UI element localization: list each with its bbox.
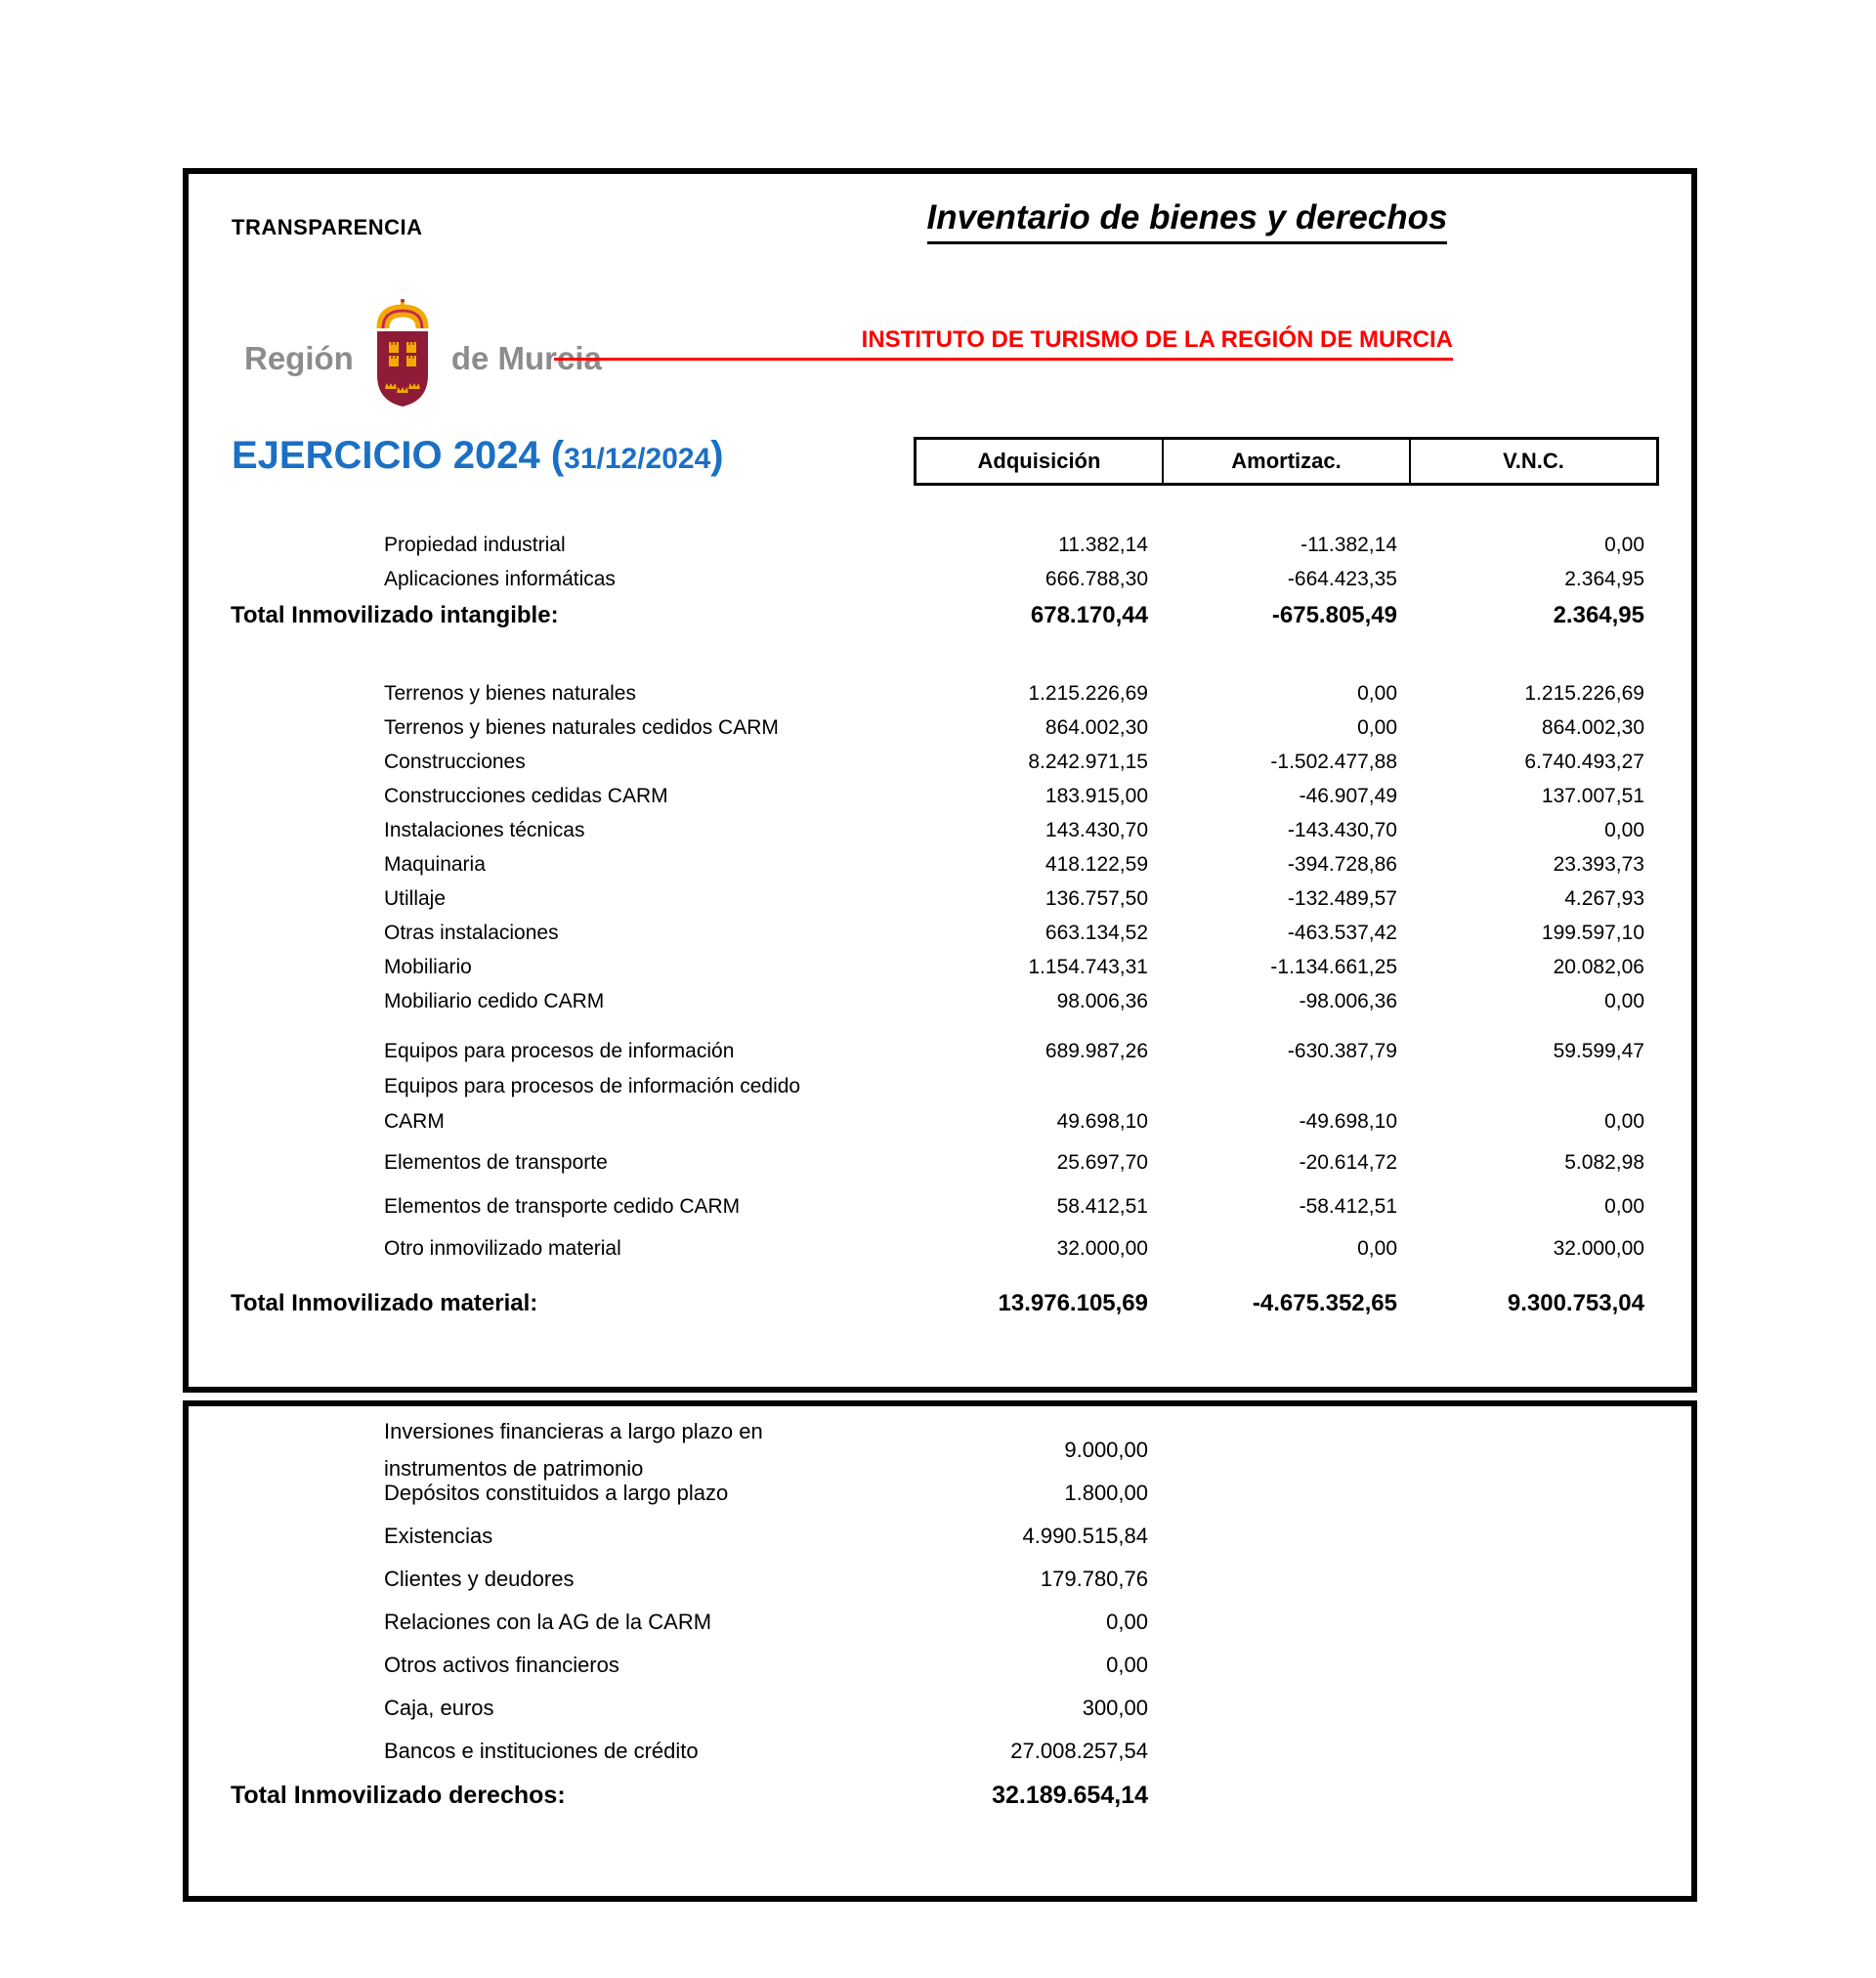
row-value: 300,00 [1082,1696,1148,1720]
row-label: Total Inmovilizado material: [231,1290,538,1316]
row-value: 20.082,06 [1553,955,1644,978]
row-value: 1.215.226,69 [1524,681,1644,705]
row-value: 0,00 [1106,1653,1148,1677]
row-label: Total Inmovilizado derechos: [231,1781,566,1809]
table-row [189,1231,1670,1266]
row-value: 32.189.654,14 [992,1781,1148,1809]
transparencia-label: TRANSPARENCIA [232,215,423,239]
row-value: 2.364,95 [1553,602,1644,628]
row-value: 58.412,51 [1056,1194,1148,1218]
table-row [189,1145,1670,1180]
row-value: 8.242.971,15 [1028,750,1148,773]
row-value: 98.006,36 [1056,989,1148,1012]
row-value: 663.134,52 [1045,921,1148,944]
row-label: Equipos para procesos de información cedido CARM [384,1075,801,1133]
table-row [189,1601,1670,1644]
row-label: Total Inmovilizado intangible: [231,602,559,628]
row-value: 5.082,98 [1564,1150,1644,1174]
table-row [189,1068,1670,1140]
rights-table [189,1419,1670,1818]
row-value: 0,00 [1604,989,1644,1012]
row-value: 183.915,00 [1045,784,1148,807]
row-value: 9.000,00 [1064,1438,1148,1462]
row-label: Relaciones con la AG de la CARM [384,1610,712,1634]
row-value: 49.698,10 [1056,1110,1148,1133]
table-row [189,1730,1670,1773]
total-row [189,1773,1670,1818]
row-value: -630.387,79 [1287,1039,1397,1062]
table-row [189,984,1670,1018]
row-value: 0,00 [1604,533,1644,556]
row-label: Mobiliario cedido CARM [384,989,605,1012]
row-label: Elementos de transporte cedido CARM [384,1194,741,1218]
row-label: Utillaje [384,886,447,910]
region-murcia-logo [244,299,602,418]
table-row [189,779,1670,813]
logo-text-right: de Murcia [450,340,602,376]
row-label: Terrenos y bienes naturales [384,681,636,705]
row-label: Inversiones financieras a largo plazo en instrumentos de patrimonio [384,1419,763,1481]
table-row [189,916,1670,950]
table-row [189,1558,1670,1601]
row-value: 0,00 [1604,818,1644,841]
row-value: -664.423,35 [1287,567,1397,590]
row-value: -132.489,57 [1287,886,1397,910]
table-row [189,1515,1670,1558]
row-value: -98.006,36 [1299,989,1397,1012]
row-value: 13.976.105,69 [998,1290,1148,1316]
table-row [189,882,1670,916]
row-label: Caja, euros [384,1696,494,1720]
table-row [189,1419,1670,1481]
fiscal-year-title [232,434,724,478]
row-label: Construcciones [384,750,526,773]
row-value: -20.614,72 [1299,1150,1397,1174]
row-value: 689.987,26 [1045,1039,1148,1062]
row-value: 23.393,73 [1553,852,1644,876]
row-value: 864.002,30 [1045,715,1148,739]
row-value: 137.007,51 [1541,784,1644,807]
row-value: -58.412,51 [1299,1194,1397,1218]
row-label: Depósitos constituidos a largo plazo [384,1481,729,1505]
material-assets-table [189,676,1670,1324]
organization-title: INSTITUTO DE TURISMO DE LA REGIÓN DE MURCIA [554,326,1453,361]
row-value: 0,00 [1604,1110,1644,1133]
row-value: 0,00 [1106,1610,1148,1634]
row-value: -143.430,70 [1287,818,1397,841]
table-row [189,813,1670,847]
row-value: -675.805,49 [1271,602,1397,628]
row-value: -46.907,49 [1299,784,1397,807]
column-header-adquisicion: Adquisición [977,449,1101,473]
table-row [189,710,1670,745]
row-value: -49.698,10 [1299,1110,1397,1133]
row-value: 32.000,00 [1056,1236,1148,1260]
table-row [189,1034,1670,1068]
row-label: Aplicaciones informáticas [384,567,616,590]
table-header [914,437,1659,486]
row-value: 666.788,30 [1045,567,1148,590]
row-value: 143.430,70 [1045,818,1148,841]
table-row [189,950,1670,984]
fiscal-year-prefix: EJERCICIO 2024 ( [232,434,565,477]
fiscal-year-date: 31/12/2024 [564,443,711,475]
row-value: 0,00 [1357,715,1397,739]
row-value: 27.008.257,54 [1010,1739,1148,1763]
row-label: Existencias [384,1524,493,1548]
row-label: Elementos de transporte [384,1150,608,1174]
row-value: 59.599,47 [1553,1039,1644,1062]
row-value: -4.675.352,65 [1252,1290,1397,1316]
row-value: 418.122,59 [1045,852,1148,876]
row-label: Otros activos financieros [384,1653,619,1677]
total-row [189,596,1670,635]
row-value: -11.382,14 [1300,533,1397,556]
row-value: 678.170,44 [1030,602,1148,628]
row-value: 199.597,10 [1541,921,1644,944]
row-label: Bancos e instituciones de crédito [384,1739,699,1763]
column-header-amortizac: Amortizac. [1162,440,1409,483]
row-value: 179.780,76 [1040,1567,1148,1591]
row-value: -463.537,42 [1287,921,1397,944]
row-value: 6.740.493,27 [1524,750,1644,773]
table-row [189,562,1670,596]
row-value: -394.728,86 [1287,852,1397,876]
table-row [189,1644,1670,1687]
row-value: 4.990.515,84 [1022,1524,1148,1548]
row-label: Propiedad industrial [384,533,566,556]
row-label: Otras instalaciones [384,921,559,944]
row-value: 9.300.753,04 [1507,1290,1644,1316]
row-label: Construcciones cedidas CARM [384,784,668,807]
row-value: 864.002,30 [1541,715,1644,739]
row-label: Clientes y deudores [384,1567,575,1591]
row-value: -1.502.477,88 [1270,750,1397,773]
fiscal-year-suffix: ) [710,434,724,477]
row-label: Terrenos y bienes naturales cedidos CARM [384,715,779,739]
column-header-vnc: V.N.C. [1409,440,1656,483]
row-label: Instalaciones técnicas [384,818,585,841]
row-value: 136.757,50 [1045,886,1148,910]
row-value: 0,00 [1357,681,1397,705]
row-value: 25.697,70 [1056,1150,1148,1174]
row-value: 1.800,00 [1064,1481,1148,1505]
row-label: Otro inmovilizado material [384,1236,621,1260]
row-value: 1.154.743,31 [1028,955,1148,978]
row-label: Maquinaria [384,852,486,876]
table-row [189,847,1670,882]
row-label: Equipos para procesos de información [384,1039,735,1062]
row-value: 11.382,14 [1058,533,1148,556]
murcia-shield-icon [365,299,440,418]
row-value: 32.000,00 [1553,1236,1644,1260]
row-value: 4.267,93 [1564,886,1644,910]
row-value: 0,00 [1357,1236,1397,1260]
row-label: Mobiliario [384,955,472,978]
total-row [189,1283,1670,1324]
table-row [189,1189,1670,1224]
page-title: Inventario de bienes y derechos [884,198,1490,237]
intangible-assets-table [189,528,1670,635]
row-value: -1.134.661,25 [1270,955,1397,978]
row-value: 0,00 [1604,1194,1644,1218]
row-value: 1.215.226,69 [1028,681,1148,705]
table-row [189,1687,1670,1730]
logo-text-left: Región [244,340,354,376]
table-row [189,745,1670,779]
table-row [189,528,1670,562]
table-row [189,676,1670,710]
row-value: 2.364,95 [1564,567,1644,590]
